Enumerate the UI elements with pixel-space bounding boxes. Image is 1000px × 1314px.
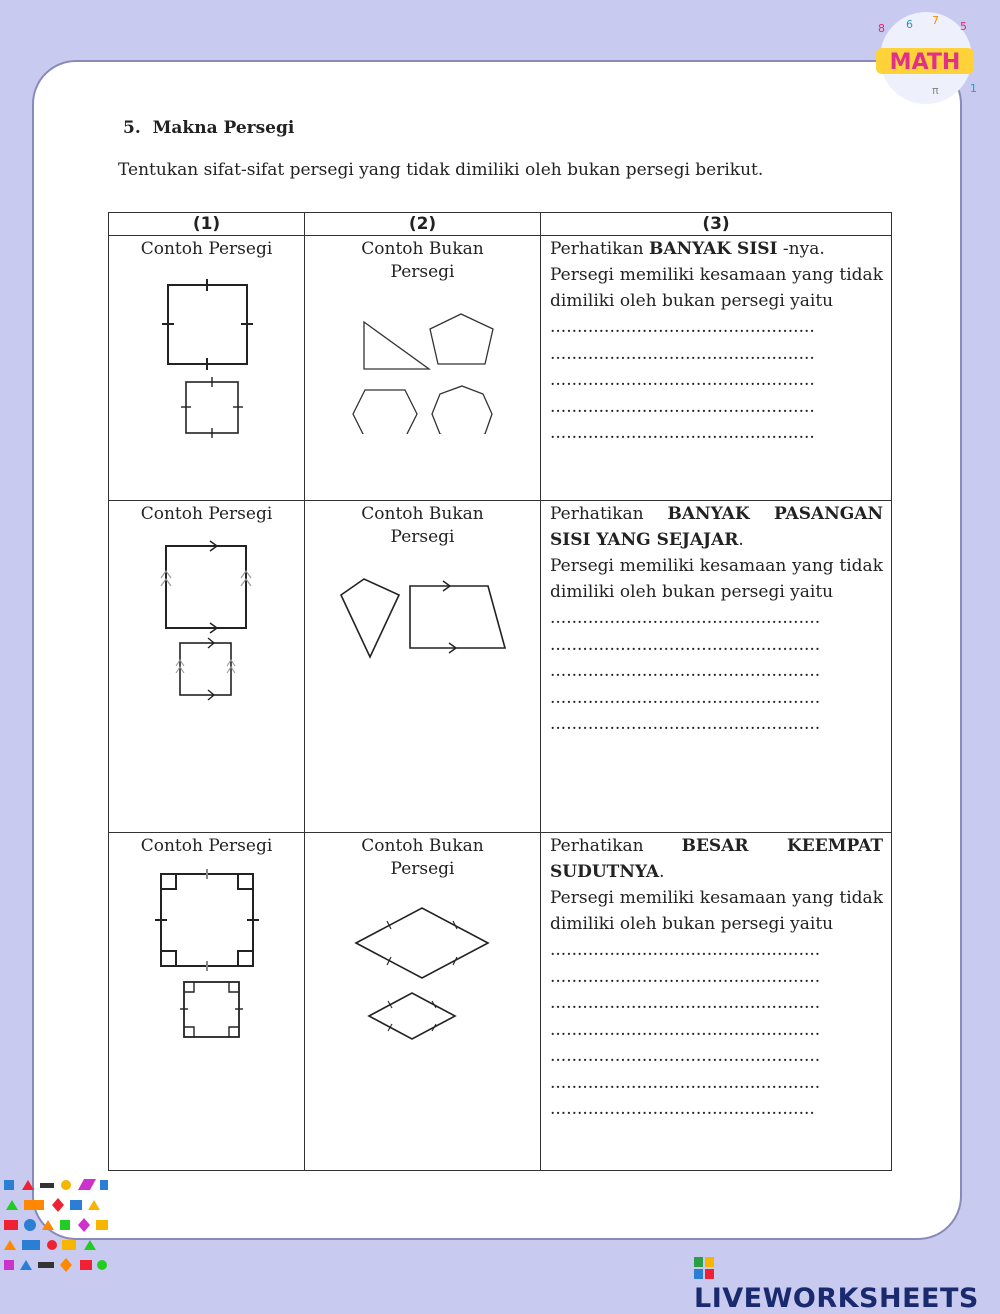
svg-text:π: π [932,84,939,97]
column-header-3: (3) [541,213,892,236]
non-square-examples-figure [305,549,540,699]
answer-line[interactable]: .................................................. [550,608,821,628]
non-square-label-line-2: Persegi [390,527,455,547]
answer-line[interactable]: .................................................. [550,634,821,655]
non-square-label-line-1: Contoh Bukan [361,239,484,259]
square-examples-label: Contoh Persegi [140,504,273,524]
non-square-examples-label [305,501,540,549]
table-header-row [109,213,892,236]
parallel-prompt [541,501,891,553]
square-examples-figure [109,858,304,1068]
sides-answer-cell [541,236,892,501]
prompt-keyword: BANYAK PASANGAN SISI YANG SEJAJAR [550,504,883,550]
svg-text:8: 8 [878,22,885,35]
answer-line[interactable]: ................................................. [550,423,815,443]
parallel-answer-cell [541,501,892,833]
rhombus-large-shape [356,908,488,978]
answer-line[interactable]: .................................................. [550,1046,821,1066]
triangle-shape [364,322,429,369]
answer-line[interactable]: .................................................. [550,1072,821,1093]
prompt-prefix: Perhatikan [550,836,644,856]
answer-line[interactable]: ................................................. [550,396,815,417]
answer-line[interactable]: ................................................. [550,343,815,364]
sides-question: Persegi memiliki kesamaan yang tidak dimiliki oleh bukan persegi yaitu [550,265,883,311]
svg-text:5: 5 [960,20,967,33]
non-square-examples-label [305,833,540,881]
non-square-examples-figure [305,881,540,1061]
table-row [109,833,892,1171]
column-header-2: (2) [305,213,541,236]
non-square-examples-cell [305,501,541,833]
hexagon-shape [353,390,417,434]
angles-answer-lines[interactable] [541,937,891,1123]
math-badge [862,8,990,108]
decorative-shapes [0,1176,112,1284]
square-examples-cell [109,236,305,501]
prompt-suffix: . [659,862,665,882]
properties-table [108,212,892,1171]
non-square-examples-figure [305,284,540,434]
sides-prompt [541,236,891,262]
section-heading [123,118,294,138]
answer-line[interactable]: ................................................. [550,370,815,390]
trapezoid-shape [410,586,505,648]
section-title: Makna Persegi [152,118,295,138]
column-header-1: (1) [109,213,305,236]
answer-line[interactable]: .................................................. [550,966,821,987]
answer-line[interactable]: ................................................. [550,1099,815,1119]
angles-question: Persegi memiliki kesamaan yang tidak dimiliki oleh bukan persegi yaitu [550,888,883,934]
prompt-keyword: BANYAK SISI [649,239,778,259]
pentagon-shape [430,314,493,364]
non-square-label-line-1: Contoh Bukan [361,504,484,524]
liveworksheets-logo-text: LIVEWORKSHEETS [694,1283,979,1314]
angles-answer-cell [541,833,892,1171]
answer-line[interactable]: .................................................. [550,993,821,1013]
math-badge-text: MATH [889,50,961,75]
non-square-examples-label [305,236,540,284]
prompt-prefix: Perhatikan [550,504,644,524]
heptagon-shape [432,386,492,434]
square-examples-cell [109,501,305,833]
prompt-prefix: Perhatikan [550,239,644,259]
table-row [109,236,892,501]
answer-line[interactable]: ................................................. [550,317,815,337]
svg-text:1: 1 [970,82,977,95]
table-row [109,501,892,833]
svg-text:7: 7 [932,14,939,27]
decorative-shapes-art [0,1176,112,1284]
square-examples-label: Contoh Persegi [140,836,273,856]
square-examples-label: Contoh Persegi [140,239,273,259]
answer-line[interactable]: .................................................. [550,687,821,708]
non-square-label-line-2: Persegi [390,262,455,282]
svg-text:6: 6 [906,18,913,31]
square-examples-figure [109,261,304,471]
square-examples-figure [109,526,304,736]
parallel-answer-lines[interactable] [541,605,891,738]
kite-shape [341,579,399,657]
answer-line[interactable]: .................................................. [550,1019,821,1040]
non-square-label-line-1: Contoh Bukan [361,836,484,856]
non-square-label-line-2: Persegi [390,859,455,879]
non-square-examples-cell [305,236,541,501]
math-badge-art [862,8,990,108]
liveworksheets-logo-icon [694,1257,714,1279]
square-examples-cell [109,833,305,1171]
prompt-suffix: -nya. [782,239,825,259]
answer-line[interactable]: .................................................. [550,940,821,960]
section-number: 5. [123,118,141,138]
sides-answer-lines[interactable] [541,314,891,447]
non-square-examples-cell [305,833,541,1171]
instruction-text: Tentukan sifat-sifat persegi yang tidak dimiliki oleh bukan persegi berikut. [118,160,764,180]
answer-line[interactable]: .................................................. [550,714,821,734]
prompt-keyword: BESAR KEEMPAT SUDUTNYA [550,836,883,882]
liveworksheets-logo[interactable] [694,1252,1000,1314]
angles-prompt [541,833,891,885]
parallel-question: Persegi memiliki kesamaan yang tidak dimiliki oleh bukan persegi yaitu [550,556,883,602]
prompt-suffix: . [738,530,744,550]
rhombus-small-shape [369,993,455,1039]
answer-line[interactable]: .................................................. [550,661,821,681]
